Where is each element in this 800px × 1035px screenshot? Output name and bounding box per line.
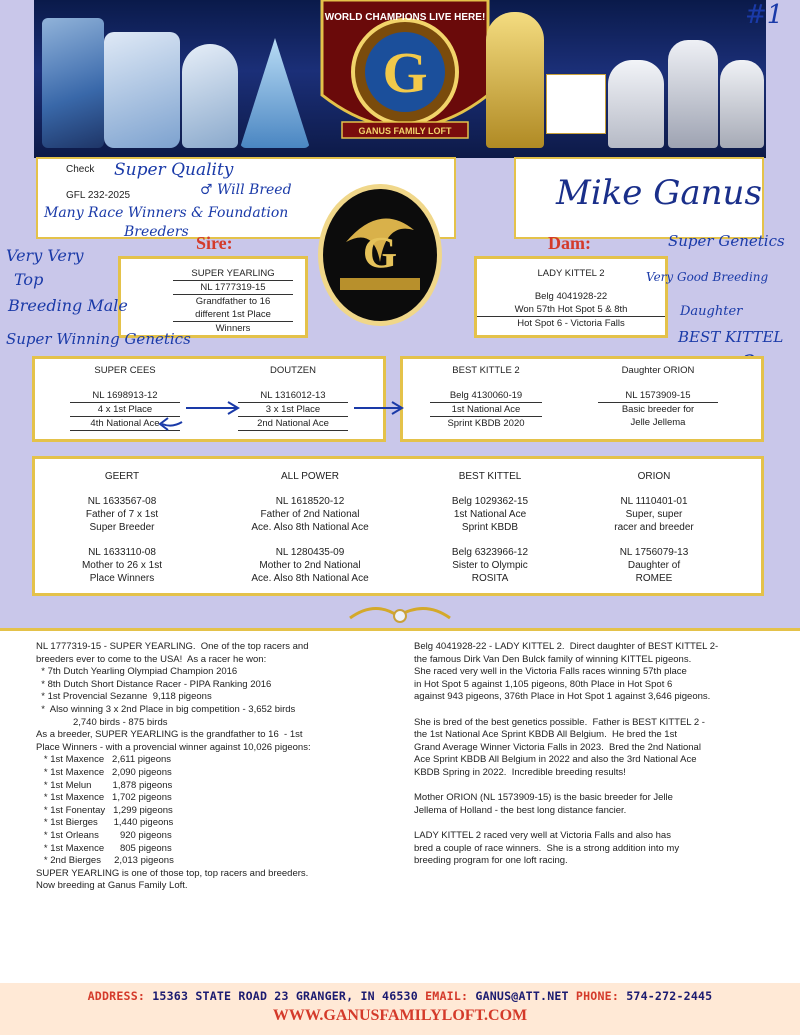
ggp-b3: Ace. Also 8th National Ace bbox=[251, 573, 369, 584]
world-champions-crest bbox=[312, 0, 498, 150]
description-line: Belg 4041928-22 - LADY KITTEL 2. Direct daughter of BEST KITTEL 2- bbox=[414, 641, 719, 652]
description-line: breeders ever to come to the USA! As a racer he won: bbox=[36, 653, 267, 665]
gp-line3: 4 x 1st Place bbox=[70, 403, 180, 417]
description-line: Ace Sprint KBDB All Belgium in 2022 and also the 3rd National Ace bbox=[414, 754, 697, 766]
hand-note-quality: Super Quality bbox=[114, 160, 234, 180]
description-line: As a breeder, SUPER YEARLING is the grandfather to 16 - 1st bbox=[36, 729, 303, 741]
description-line: the 1st National Ace Sprint KBDB All Belgium. He bred the 1st bbox=[414, 729, 677, 741]
description-line bbox=[414, 704, 718, 717]
svg-text:G: G bbox=[362, 228, 398, 277]
hand-note-will-breed: ♂ Will Breed bbox=[200, 182, 292, 198]
sire-box bbox=[118, 256, 308, 338]
description-line: SUPER YEARLING is one of those top, top racers and breeders. bbox=[36, 867, 309, 879]
sire-line3: Grandfather to 16 bbox=[195, 296, 271, 307]
description-right bbox=[414, 641, 718, 868]
description-line: Grand Average Winner Victoria Falls in 2023. Bred the 2nd National bbox=[414, 741, 701, 753]
gp-name: BEST KITTLE 2 bbox=[452, 365, 520, 376]
sire-name: SUPER YEARLING bbox=[173, 267, 293, 281]
trophy-right-2 bbox=[608, 60, 664, 148]
sire-ring: NL 1777319-15 bbox=[173, 281, 293, 295]
ggp-header: BEST KITTEL bbox=[458, 471, 522, 482]
ggp-best-kittel bbox=[420, 470, 560, 585]
signature-box bbox=[514, 157, 764, 239]
ggp-b1: NL 1280435-09 bbox=[275, 547, 345, 558]
sire-line5: Winners bbox=[215, 323, 251, 334]
gp-name: Daughter ORION bbox=[621, 365, 695, 376]
certificate bbox=[546, 74, 606, 134]
gp-line4: 2nd National Ace bbox=[238, 417, 348, 431]
dam-box bbox=[474, 256, 668, 338]
description-line: bred a couple of race winners. She is a strong addition into my bbox=[414, 842, 680, 854]
hand-right-4: BEST KITTEL bbox=[678, 328, 784, 346]
description-line: Now breeding at Ganus Family Loft. bbox=[36, 880, 188, 892]
description-line: She raced very well in the Victoria Falls races winning 57th place bbox=[414, 666, 687, 678]
ggp-b1: NL 1756079-13 bbox=[619, 547, 689, 558]
description-line: * 1st Bierges 1,440 pigeons bbox=[36, 817, 174, 829]
description-line: * 8th Dutch Short Distance Racer - PIPA Ranking 2016 bbox=[36, 678, 272, 690]
description-line: * 1st Maxence 2,090 pigeons bbox=[36, 766, 172, 778]
gp-line3: Basic breeder for bbox=[621, 404, 695, 415]
gp-ring: Belg 4130060-19 bbox=[430, 389, 542, 403]
description-line: the famous Dirk Van Den Bulck family of winning KITTEL pigeons. bbox=[414, 653, 692, 665]
description-line: 2,740 birds - 875 birds bbox=[36, 716, 168, 728]
check-label: Check bbox=[66, 164, 95, 175]
description-line: * 1st Maxence 805 pigeons bbox=[36, 842, 172, 854]
ggp-b1: Belg 6323966-12 bbox=[451, 547, 529, 558]
sire-label: Sire: bbox=[196, 233, 233, 253]
trophy-left-1 bbox=[42, 18, 104, 148]
dam-ring: Belg 4041928-22 bbox=[534, 291, 608, 302]
description-line: * 7th Dutch Yearling Olympiad Champion 2016 bbox=[36, 666, 238, 678]
gp-name: SUPER CEES bbox=[94, 365, 156, 376]
footer bbox=[0, 983, 800, 1035]
ggp-b2: Mother to 26 x 1st bbox=[81, 560, 163, 571]
description-line: * 1st Melun 1,878 pigeons bbox=[36, 779, 173, 791]
ggp-b2: Mother to 2nd National bbox=[259, 560, 361, 571]
ggp-b2: Sister to Olympic bbox=[452, 560, 528, 571]
ggp-all-power bbox=[226, 470, 394, 585]
hand-right-1: Super Genetics bbox=[668, 232, 785, 250]
hand-note-race-winners: Many Race Winners & Foundation bbox=[44, 205, 289, 221]
check-code: GFL 232-2025 bbox=[66, 190, 131, 201]
description-line: * 2nd Bierges 2,013 pigeons bbox=[36, 855, 174, 867]
gp-line3: 3 x 1st Place bbox=[238, 403, 348, 417]
ganus-emblem bbox=[316, 182, 444, 328]
hand-left-3: Breeding Male bbox=[8, 296, 128, 315]
hand-right-3: Daughter bbox=[680, 304, 743, 319]
description-line: * 1st Maxence 1,702 pigeons bbox=[36, 792, 172, 804]
description-line: LADY KITTEL 2 raced very well at Victoria Falls and also has bbox=[414, 829, 671, 841]
description-line: * 1st Maxence 2,611 pigeons bbox=[36, 754, 172, 766]
description-line bbox=[414, 780, 718, 793]
description-section bbox=[0, 628, 800, 986]
ggp-a3: Sprint KBDB bbox=[461, 522, 519, 533]
ggp-a1: Belg 1029362-15 bbox=[451, 496, 529, 507]
header-banner bbox=[34, 0, 766, 158]
ggp-a2: Father of 7 x 1st bbox=[85, 509, 159, 520]
trophy-right-4 bbox=[720, 60, 764, 148]
description-line: KBDB Spring in 2022. Incredible breeding results! bbox=[414, 766, 626, 778]
ggp-header: GEERT bbox=[104, 471, 140, 482]
hand-left-4: Super Winning Genetics bbox=[6, 330, 191, 348]
ggp-a1: NL 1110401-01 bbox=[620, 496, 688, 507]
description-line: * 1st Fonentay 1,299 pigeons bbox=[36, 804, 173, 816]
trophy-left-2 bbox=[104, 32, 180, 148]
gp-ring: NL 1316012-13 bbox=[238, 389, 348, 403]
ggp-a2: Super, super bbox=[625, 509, 683, 520]
ggp-a2: 1st National Ace bbox=[453, 509, 527, 520]
description-line: * 1st Provencial Sezanne 9,118 pigeons bbox=[36, 691, 212, 703]
hand-note-breeders: Breeders bbox=[124, 224, 189, 240]
ggp-b3: Place Winners bbox=[89, 573, 155, 584]
description-line: * 1st Orleans 920 pigeons bbox=[36, 829, 172, 841]
arc-text: WORLD CHAMPIONS LIVE HERE! bbox=[324, 12, 486, 23]
hand-left-2: Top bbox=[14, 270, 44, 289]
gold-ornament bbox=[340, 596, 460, 632]
phone-label: PHONE: bbox=[575, 989, 620, 1003]
address: 15363 STATE ROAD 23 GRANGER, IN 46530 bbox=[152, 989, 418, 1003]
description-line bbox=[414, 817, 718, 830]
gp-name: DOUTZEN bbox=[270, 365, 316, 376]
description-line: Place Winners - with a provencial winner against 10,026 pigeons: bbox=[36, 741, 311, 753]
ggp-b3: ROSITA bbox=[471, 573, 509, 584]
trophy-left-4 bbox=[240, 38, 310, 148]
ggp-a3: Super Breeder bbox=[89, 522, 155, 533]
contact-line bbox=[0, 989, 800, 1003]
gp-line4: 4th National Ace bbox=[70, 417, 180, 431]
description-line: in Hot Spot 5 against 1,105 pigeons, 80th Place in Hot Spot 6 bbox=[414, 678, 673, 690]
ggp-header: ORION bbox=[637, 471, 671, 482]
dam-line4: Hot Spot 6 - Victoria Falls bbox=[517, 318, 625, 329]
description-line: Mother ORION (NL 1573909-15) is the basic breeder for Jelle bbox=[414, 792, 673, 804]
signature: Mike Ganus bbox=[556, 173, 762, 213]
ggp-a2: Father of 2nd National bbox=[260, 509, 360, 520]
ribbon-text: GANUS FAMILY LOFT bbox=[358, 126, 452, 136]
trophy-left-3 bbox=[182, 44, 238, 148]
gp-line3: 1st National Ace bbox=[430, 403, 542, 417]
gp-ring: NL 1573909-15 bbox=[598, 389, 718, 403]
ggp-geert bbox=[48, 470, 196, 585]
description-line: against 943 pigeons, 376th Place in Hot Spot 1 against 3,646 pigeons. bbox=[414, 691, 711, 703]
phone[interactable]: 574-272-2445 bbox=[626, 989, 713, 1003]
ggp-a1: NL 1618520-12 bbox=[275, 496, 345, 507]
hand-left-1: Very Very bbox=[6, 246, 84, 265]
page-mark: #1 bbox=[745, 0, 784, 30]
hand-right-2: Very Good Breeding bbox=[646, 270, 769, 284]
ggp-a3: Ace. Also 8th National Ace bbox=[251, 522, 369, 533]
trophy-right-1 bbox=[486, 12, 544, 148]
description-line: Jellema of Holland - the best long distance fancier. bbox=[414, 804, 627, 816]
dam-label: Dam: bbox=[548, 233, 591, 253]
gp-ring: NL 1698913-12 bbox=[70, 389, 180, 403]
sire-line4: different 1st Place bbox=[173, 308, 293, 322]
description-line: breeding program for one loft racing. bbox=[414, 855, 568, 867]
description-line: * Also winning 3 x 2nd Place in big competition - 3,652 birds bbox=[36, 703, 296, 715]
ggp-header: ALL POWER bbox=[281, 471, 339, 482]
ggp-b3: ROMEE bbox=[635, 573, 673, 584]
trophy-right-3 bbox=[668, 40, 718, 148]
description-line: She is bred of the best genetics possible. Father is BEST KITTEL 2 - bbox=[414, 716, 705, 728]
hand-arrows bbox=[0, 350, 800, 450]
ggp-b2: Daughter of bbox=[627, 560, 681, 571]
dam-name: LADY KITTEL 2 bbox=[537, 268, 605, 279]
address-label: ADDRESS: bbox=[87, 989, 146, 1003]
ggp-b1: NL 1633110-08 bbox=[88, 547, 156, 558]
gp-line4: Jelle Jellema bbox=[630, 417, 686, 428]
ggp-a1: NL 1633567-08 bbox=[87, 496, 157, 507]
description-left bbox=[36, 641, 311, 893]
ggp-a3: racer and breeder bbox=[614, 522, 694, 533]
description-line: NL 1777319-15 - SUPER YEARLING. One of the top racers and bbox=[36, 641, 309, 652]
email-label: EMAIL: bbox=[425, 989, 469, 1003]
gp-line4: Sprint KBDB 2020 bbox=[447, 418, 525, 429]
svg-text:G: G bbox=[382, 40, 428, 105]
ggp-orion bbox=[584, 470, 724, 585]
dam-line3: Won 57th Hot Spot 5 & 8th bbox=[477, 303, 665, 317]
website[interactable]: WWW.GANUSFAMILYLOFT.COM bbox=[272, 1007, 528, 1024]
email[interactable]: GANUS@ATT.NET bbox=[475, 989, 569, 1003]
